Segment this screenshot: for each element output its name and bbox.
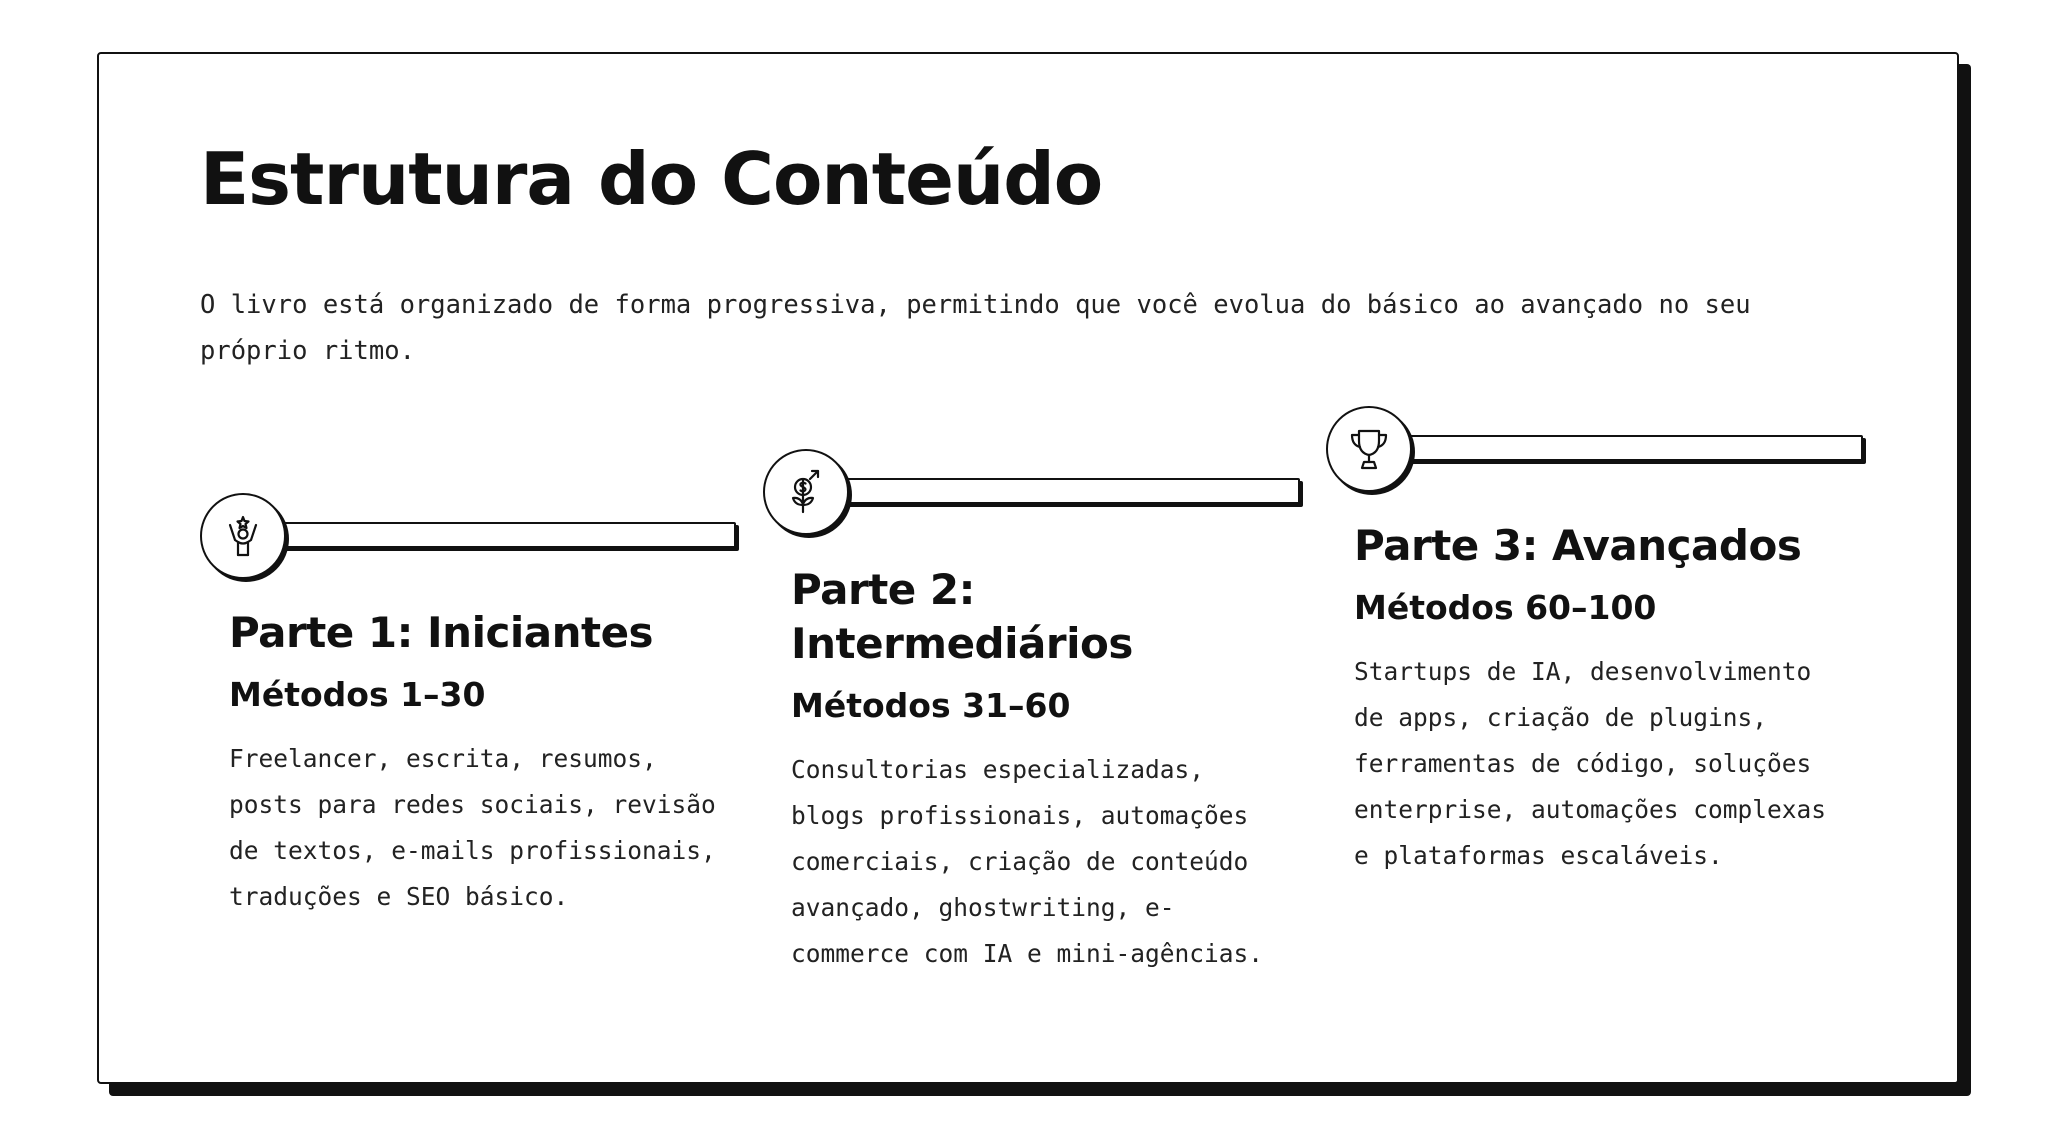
- money-growth-icon: [781, 467, 831, 517]
- part-1-bar: [281, 522, 736, 548]
- part-3-icon-circle: [1326, 406, 1412, 492]
- part-3-methods: Métodos 60–100: [1354, 588, 1657, 627]
- part-2-bar: [845, 478, 1300, 504]
- part-2-description: Consultorias especializadas, blogs profissionais, automações comerciais, criação de conteúdo avançado, ghostwriting, e-commerce com IA e mini-agências.: [791, 755, 1264, 968]
- part-2-icon-circle: [763, 449, 849, 535]
- part-2-title: Parte 2: Intermediários: [791, 565, 1133, 668]
- intro-text: O livro está organizado de forma progressiva, permitindo que você evolua do básico ao avançado no seu próprio ritmo.: [200, 290, 1751, 366]
- part-1-description: Freelancer, escrita, resumos, posts para redes sociais, revisão de textos, e-mails profissionais, traduções e SEO básico.: [229, 744, 716, 911]
- part-1-title: Parte 1: Iniciantes: [229, 608, 654, 657]
- part-3-title: Parte 3: Avançados: [1354, 521, 1802, 570]
- part-3-description: Startups de IA, desenvolvimento de apps, criação de plugins, ferramentas de código, soluções enterprise, automações complexas e plataformas escaláveis.: [1354, 657, 1827, 870]
- page-title: Estrutura do Conteúdo: [200, 137, 1103, 221]
- part-2-methods: Métodos 31–60: [791, 686, 1071, 725]
- part-1-methods: Métodos 1–30: [229, 675, 486, 714]
- part-3-bar: [1408, 435, 1863, 461]
- person-celebrating-icon: [218, 511, 268, 561]
- part-1-icon-circle: [200, 493, 286, 579]
- trophy-icon: [1344, 424, 1394, 474]
